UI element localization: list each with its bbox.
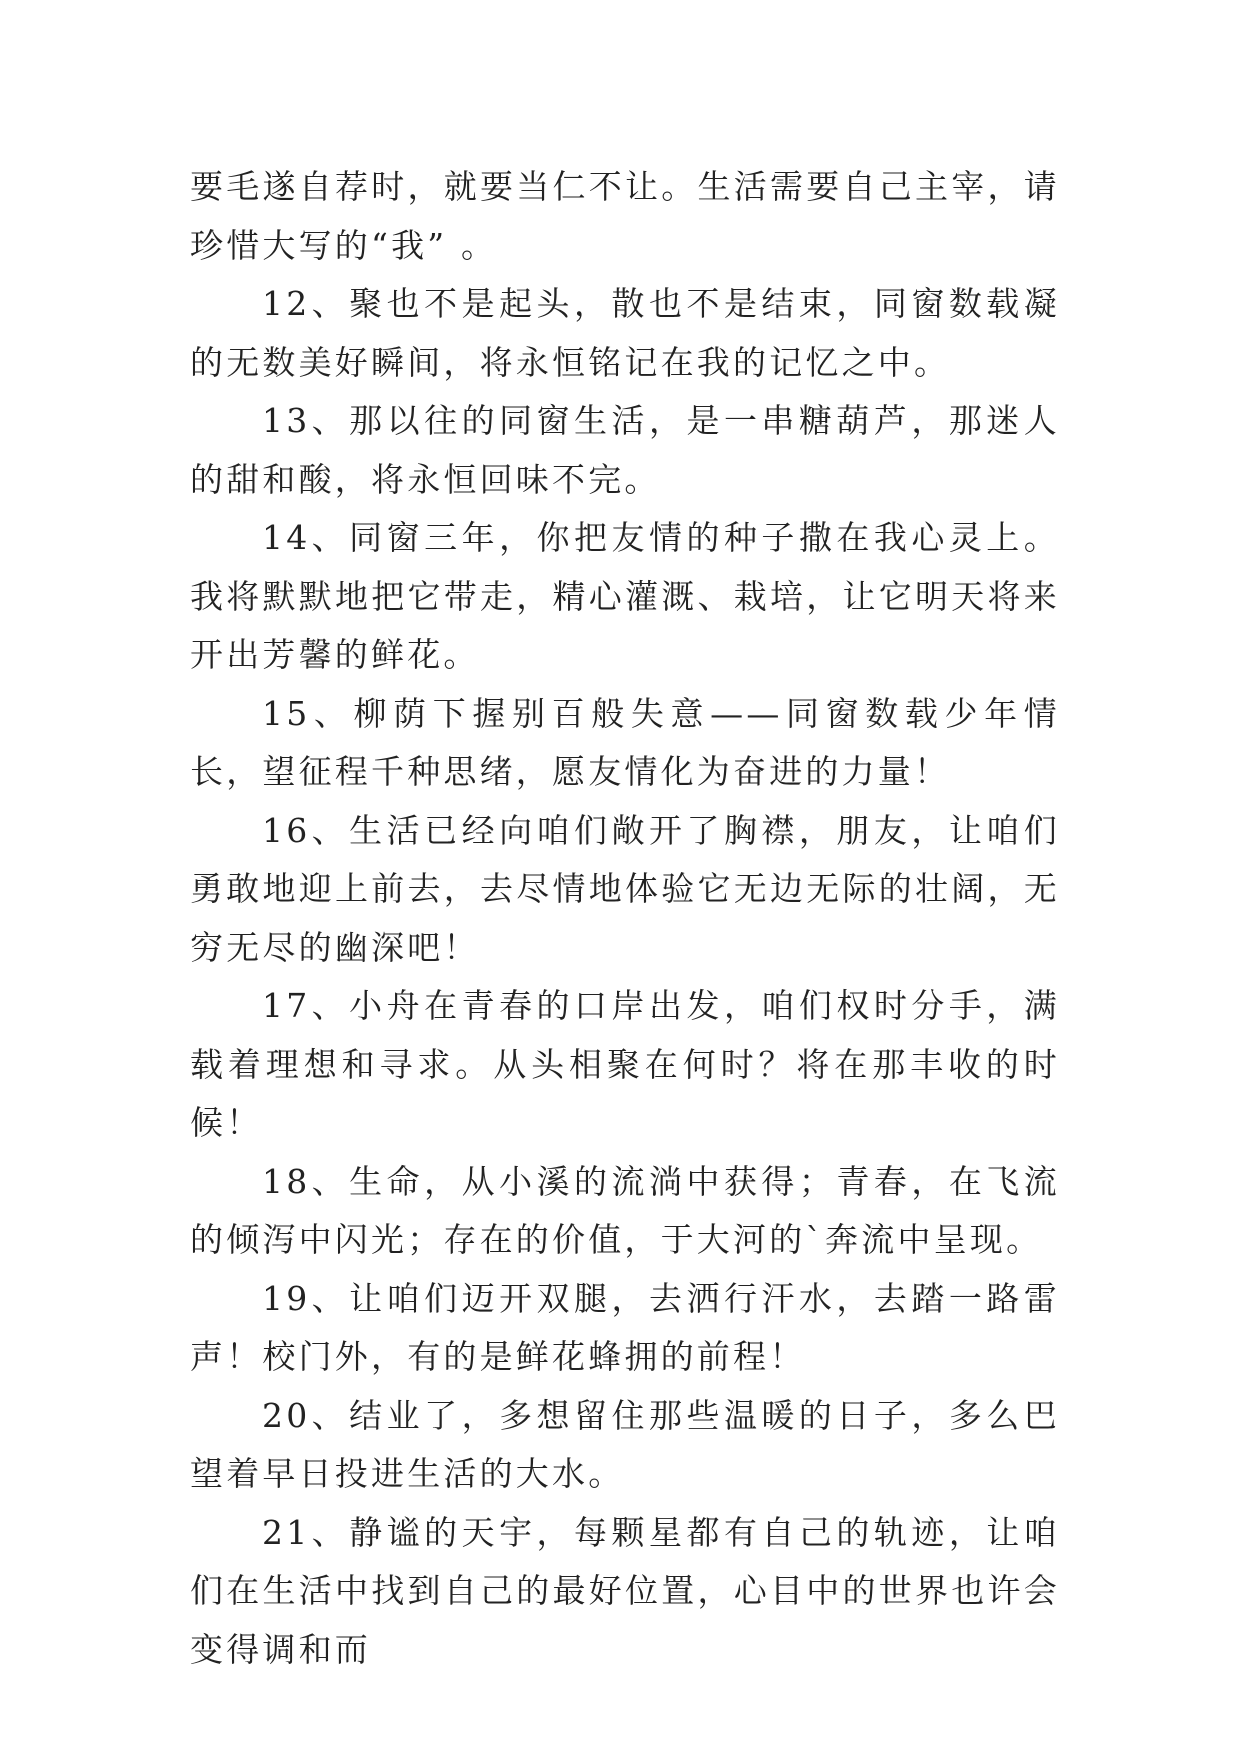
document-body: [190, 158, 1060, 1679]
paragraph-16: 16、生活已经向咱们敞开了胸襟，朋友，让咱们勇敢地迎上前去，去尽情地体验它无边无际的壮阔，无穷无尽的幽深吧！: [190, 810, 1060, 967]
paragraph-19: 19、让咱们迈开双腿，去洒行汗水，去踏一路雷声！校门外，有的是鲜花蜂拥的前程！: [190, 1278, 1060, 1376]
paragraph-14: 14、同窗三年，你把友情的种子撒在我心灵上。我将默默地把它带走，精心灌溉、栽培，让它明天将来开出芳馨的鲜花。: [190, 518, 1060, 674]
paragraph-15: 15、柳荫下握别百般失意——同窗数载少年情长，望征程千种思绪，愿友情化为奋进的力量！: [190, 693, 1060, 791]
paragraph-17: 17、小舟在青春的口岸出发，咱们权时分手，满载着理想和寻求。从头相聚在何时？将在那丰收的时候！: [190, 986, 1060, 1142]
paragraph-continued: 要毛遂自荐时，就要当仁不让。生活需要自己主宰，请珍惜大写的“我” 。: [190, 167, 1060, 265]
paragraph-21: 21、静谧的天宇，每颗星都有自己的轨迹，让咱们在生活中找到自己的最好位置，心目中的世界也许会变得调和而: [190, 1512, 1060, 1669]
paragraph-12: 12、聚也不是起头，散也不是结束，同窗数载凝的无数美好瞬间，将永恒铭记在我的记忆之中。: [190, 284, 1060, 382]
paragraph-20: 20、结业了，多想留住那些温暖的日子，多么巴望着早日投进生活的大水。: [190, 1395, 1060, 1493]
paragraph-18: 18、生命，从小溪的流淌中获得；青春，在飞流的倾泻中闪光；存在的价值，于大河的`奔流中呈现。: [190, 1161, 1060, 1259]
paragraph-13: 13、那以往的同窗生活，是一串糖葫芦，那迷人的甜和酸，将永恒回味不完。: [190, 401, 1060, 499]
